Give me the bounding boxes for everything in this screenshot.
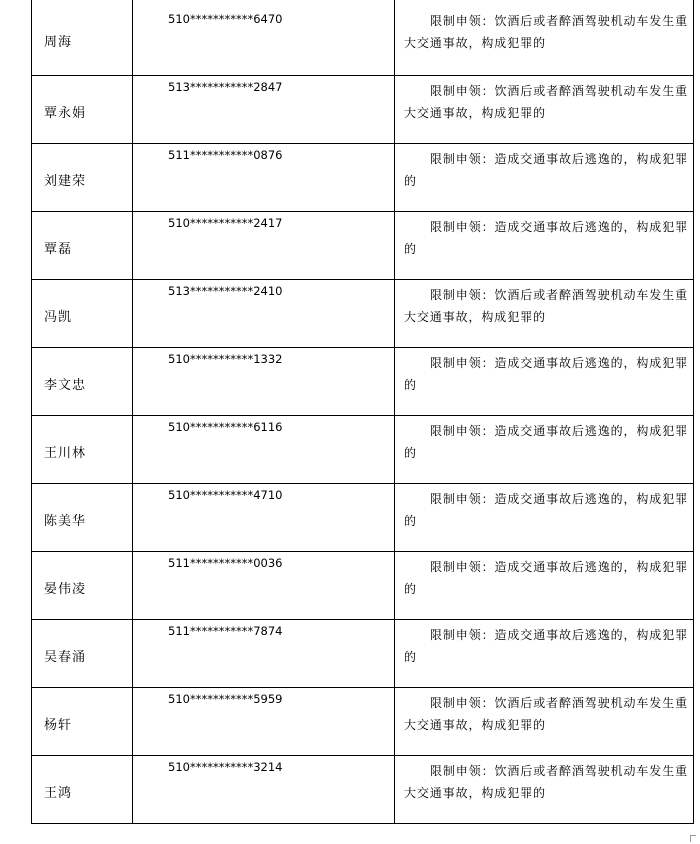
table-row [32, 619, 694, 687]
name-cell [32, 551, 133, 619]
id-cell [133, 347, 395, 415]
table-row [32, 211, 694, 279]
person-name: 覃磊 [44, 241, 73, 257]
reason-cell [395, 755, 694, 823]
id-cell [133, 0, 395, 75]
id-number: 510***********4710 [168, 487, 283, 502]
person-name: 王川林 [44, 445, 87, 461]
restriction-reason: 限制申领：饮酒后或者醉酒驾驶机动车发生重大交通事故，构成犯罪的 [404, 695, 689, 732]
id-number: 510***********5959 [168, 691, 283, 706]
person-name: 陈美华 [44, 513, 87, 529]
restriction-reason: 限制申领：造成交通事故后逃逸的，构成犯罪的 [404, 559, 689, 596]
name-cell [32, 279, 133, 347]
id-number: 510***********6116 [168, 419, 283, 434]
id-number: 510***********3214 [168, 759, 283, 774]
id-cell [133, 143, 395, 211]
table-row [32, 687, 694, 755]
id-cell [133, 619, 395, 687]
id-number: 511***********0036 [168, 555, 283, 570]
id-number: 511***********0876 [168, 147, 283, 162]
restriction-reason: 限制申领：造成交通事故后逃逸的，构成犯罪的 [404, 423, 689, 460]
name-cell [32, 687, 133, 755]
restriction-reason: 限制申领：造成交通事故后逃逸的，构成犯罪的 [404, 491, 689, 528]
id-number: 513***********2410 [168, 283, 283, 298]
table-row [32, 415, 694, 483]
reason-cell [395, 75, 694, 143]
id-cell [133, 755, 395, 823]
restriction-reason: 限制申领：造成交通事故后逃逸的，构成犯罪的 [404, 219, 689, 256]
id-number: 510***********1332 [168, 351, 283, 366]
table-row [32, 143, 694, 211]
person-name: 冯凯 [44, 309, 73, 325]
reason-cell [395, 211, 694, 279]
person-name: 覃永娟 [44, 105, 87, 121]
restriction-reason: 限制申领：造成交通事故后逃逸的，构成犯罪的 [404, 151, 689, 188]
person-name: 周海 [44, 35, 73, 50]
id-cell [133, 483, 395, 551]
id-number: 510***********6470 [168, 12, 283, 26]
reason-cell [395, 143, 694, 211]
reason-cell [395, 279, 694, 347]
person-name: 晏伟凌 [44, 581, 87, 597]
id-number: 511***********7874 [168, 623, 283, 638]
reason-cell [395, 687, 694, 755]
restriction-reason: 限制申领：饮酒后或者醉酒驾驶机动车发生重大交通事故，构成犯罪的 [404, 763, 689, 800]
table-row [32, 75, 694, 143]
reason-cell [395, 619, 694, 687]
name-cell [32, 755, 133, 823]
reason-cell [395, 415, 694, 483]
table-row [32, 755, 694, 823]
reason-cell [395, 0, 694, 75]
restriction-reason: 限制申领：饮酒后或者醉酒驾驶机动车发生重大交通事故，构成犯罪的 [404, 14, 689, 50]
table-row [32, 347, 694, 415]
name-cell [32, 211, 133, 279]
id-cell [133, 279, 395, 347]
name-cell [32, 619, 133, 687]
restriction-reason: 限制申领：造成交通事故后逃逸的，构成犯罪的 [404, 627, 689, 664]
id-cell [133, 551, 395, 619]
person-name: 吴春涌 [44, 649, 87, 665]
page-corner-mark [690, 835, 696, 842]
reason-cell [395, 551, 694, 619]
table-row [32, 0, 694, 75]
restriction-table [31, 0, 694, 824]
table-row [32, 551, 694, 619]
person-name: 王鸿 [44, 785, 73, 801]
restriction-reason: 限制申领：造成交通事故后逃逸的，构成犯罪的 [404, 355, 689, 392]
id-cell [133, 415, 395, 483]
id-cell [133, 687, 395, 755]
person-name: 李文忠 [44, 377, 87, 393]
name-cell [32, 143, 133, 211]
restriction-reason: 限制申领：饮酒后或者醉酒驾驶机动车发生重大交通事故，构成犯罪的 [404, 83, 689, 120]
name-cell [32, 75, 133, 143]
restriction-reason: 限制申领：饮酒后或者醉酒驾驶机动车发生重大交通事故，构成犯罪的 [404, 287, 689, 324]
name-cell [32, 415, 133, 483]
table-row [32, 483, 694, 551]
name-cell [32, 347, 133, 415]
id-cell [133, 211, 395, 279]
id-number: 510***********2417 [168, 215, 283, 230]
person-name: 杨轩 [44, 717, 73, 733]
id-number: 513***********2847 [168, 79, 283, 94]
reason-cell [395, 347, 694, 415]
reason-cell [395, 483, 694, 551]
person-name: 刘建荣 [44, 173, 87, 189]
table-row [32, 279, 694, 347]
name-cell [32, 0, 133, 75]
id-cell [133, 75, 395, 143]
name-cell [32, 483, 133, 551]
